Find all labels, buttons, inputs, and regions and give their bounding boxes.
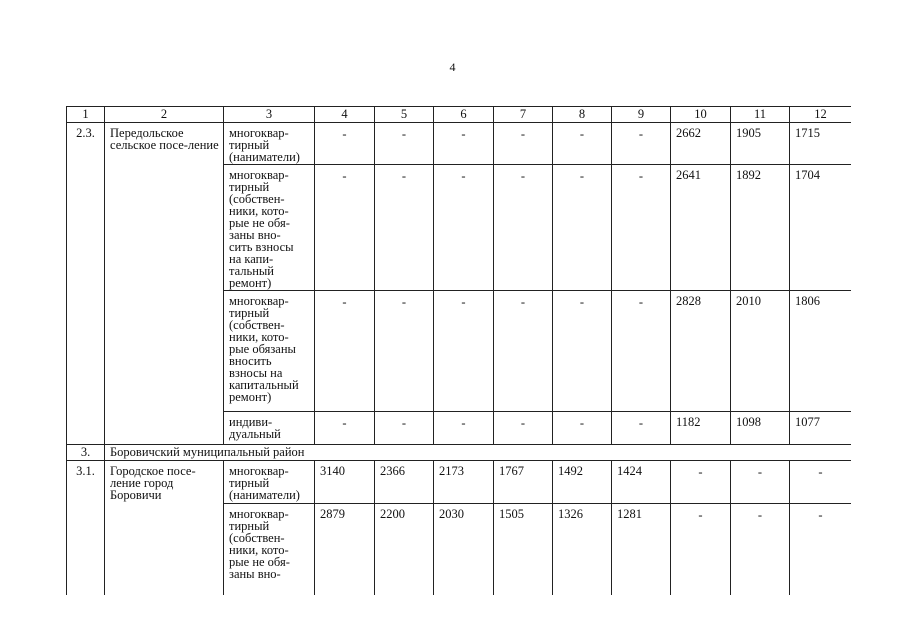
value-cell: - <box>612 291 671 412</box>
housing-type: многоквар- тирный (наниматели) <box>224 461 315 504</box>
column-header: 12 <box>790 107 852 123</box>
column-header: 1 <box>67 107 105 123</box>
value-cell: - <box>375 412 434 445</box>
value-cell: - <box>494 412 553 445</box>
value-cell: - <box>434 123 494 165</box>
section-number: 2.3. <box>67 123 105 445</box>
column-header: 9 <box>612 107 671 123</box>
value-cell: - <box>612 165 671 291</box>
section-number: 3.1. <box>67 461 105 596</box>
tariff-table <box>66 106 851 595</box>
value-cell: - <box>375 291 434 412</box>
value-cell: - <box>553 165 612 291</box>
value-cell: 1281 <box>612 504 671 596</box>
value-cell: - <box>315 165 375 291</box>
value-cell: - <box>434 412 494 445</box>
value-cell: 1806 <box>790 291 852 412</box>
district-row <box>67 445 852 461</box>
housing-type: многоквар- тирный (собствен- ники, кото- рые не обя- заны вно- сить взносы на капи- тальный ремонт) <box>224 165 315 291</box>
value-cell: - <box>315 291 375 412</box>
housing-type: многоквар- тирный (собствен- ники, кото- рые обязаны вносить взносы на капитальный ремонт) <box>224 291 315 412</box>
district-name: Боровичский муниципальный район <box>105 445 852 461</box>
column-number-row <box>67 107 852 123</box>
value-cell: 2641 <box>671 165 731 291</box>
value-cell: - <box>494 165 553 291</box>
value-cell: 3140 <box>315 461 375 504</box>
column-header: 2 <box>105 107 224 123</box>
value-cell: 1098 <box>731 412 790 445</box>
value-cell: 1492 <box>553 461 612 504</box>
value-cell: - <box>553 412 612 445</box>
value-cell: 2173 <box>434 461 494 504</box>
housing-type: многоквар- тирный (собствен- ники, кото- рые не обя- заны вно- <box>224 504 315 596</box>
value-cell: 1505 <box>494 504 553 596</box>
value-cell: - <box>790 504 852 596</box>
value-cell: - <box>434 291 494 412</box>
column-header: 8 <box>553 107 612 123</box>
section-number: 3. <box>67 445 105 461</box>
value-cell: - <box>494 123 553 165</box>
value-cell: 2010 <box>731 291 790 412</box>
value-cell: - <box>671 504 731 596</box>
value-cell: 1182 <box>671 412 731 445</box>
value-cell: - <box>731 461 790 504</box>
column-header: 11 <box>731 107 790 123</box>
value-cell: - <box>671 461 731 504</box>
value-cell: - <box>375 165 434 291</box>
value-cell: - <box>494 291 553 412</box>
settlement-name: Передольское сельское посе-ление <box>105 123 224 445</box>
value-cell: 1892 <box>731 165 790 291</box>
housing-type: индиви- дуальный <box>224 412 315 445</box>
value-cell: 1704 <box>790 165 852 291</box>
value-cell: - <box>553 291 612 412</box>
value-cell: 1767 <box>494 461 553 504</box>
value-cell: - <box>375 123 434 165</box>
page-number: 4 <box>449 60 456 74</box>
value-cell: - <box>612 123 671 165</box>
value-cell: 2030 <box>434 504 494 596</box>
value-cell: 2879 <box>315 504 375 596</box>
value-cell: 2662 <box>671 123 731 165</box>
value-cell: - <box>553 123 612 165</box>
column-header: 3 <box>224 107 315 123</box>
column-header: 10 <box>671 107 731 123</box>
value-cell: 1715 <box>790 123 852 165</box>
column-header: 4 <box>315 107 375 123</box>
table-row <box>67 461 852 504</box>
value-cell: - <box>731 504 790 596</box>
value-cell: 1424 <box>612 461 671 504</box>
tariff-table-container <box>66 106 851 595</box>
value-cell: - <box>315 123 375 165</box>
value-cell: 1077 <box>790 412 852 445</box>
value-cell: 2366 <box>375 461 434 504</box>
value-cell: - <box>434 165 494 291</box>
table-row <box>67 123 852 165</box>
housing-type: многоквар- тирный (наниматели) <box>224 123 315 165</box>
value-cell: - <box>790 461 852 504</box>
column-header: 6 <box>434 107 494 123</box>
value-cell: - <box>612 412 671 445</box>
value-cell: 1905 <box>731 123 790 165</box>
value-cell: 1326 <box>553 504 612 596</box>
value-cell: - <box>315 412 375 445</box>
value-cell: 2200 <box>375 504 434 596</box>
column-header: 7 <box>494 107 553 123</box>
settlement-name: Городское посе-ление город Боровичи <box>105 461 224 596</box>
value-cell: 2828 <box>671 291 731 412</box>
column-header: 5 <box>375 107 434 123</box>
